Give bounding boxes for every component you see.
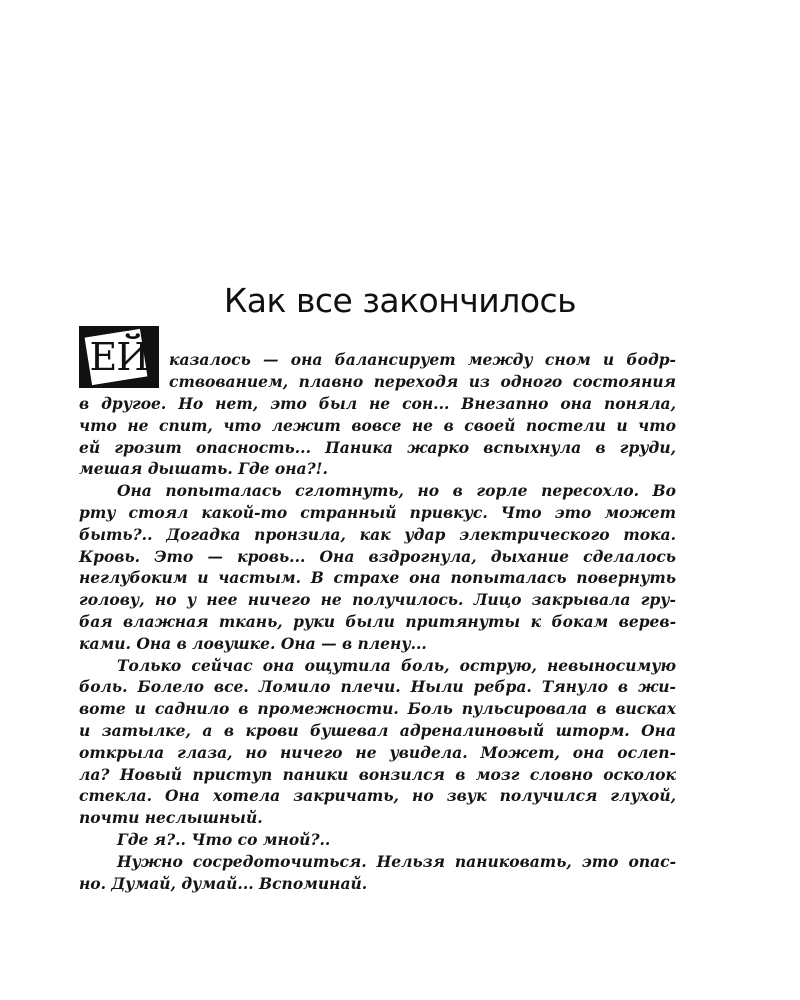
text-line: но. Думай, думай... Вспоминай. [79,873,368,893]
chapter-title: Как все закончилось [223,281,577,320]
text-line: Нужно сосредоточиться. Нельзя паниковать, это опас- [117,851,676,871]
drop-cap-ornament [79,326,159,388]
text-line: Кровь. Это — кровь... Она вздрогнула, дыхание сделалось [79,546,676,566]
body-text [79,393,676,894]
text-line: казалось — она балансирует между сном и бодр- [169,350,676,369]
text-line: рту стоял какой-то странный привкус. Что это может [79,502,676,522]
text-line: что не спит, что лежит вовсе не в своей постели и что [79,415,676,435]
text-line: Она попыталась сглотнуть, но в горле пересохло. Во [117,481,676,501]
text-line: Только сейчас она ощутила боль, острую, невыносимую [117,655,676,675]
text-line: ла? Новый приступ паники вонзился в мозг словно осколок [79,764,676,784]
text-line: неглубоким и частым. В страхе она попыталась повернуть [79,568,676,588]
text-line: воте и саднило в промежности. Боль пульсировала в висках [79,699,676,719]
text-line: ствованием, плавно переходя из одного состояния [169,371,676,391]
text-line: Где я?.. Что со мной?.. [117,829,331,849]
text-line: в другое. Но нет, это был не сон... Внезапно она поняла, [79,394,676,413]
text-line: боль. Болело все. Ломило плечи. Ныли ребра. Тянуло в жи- [79,677,676,697]
text-line: почти неслышный. [79,808,263,828]
text-line: и затылке, а в крови бушевал адреналиновый шторм. Она [79,720,676,740]
text-line: бая влажная ткань, руки были притянуты к бокам верев- [79,611,676,631]
text-line: голову, но у нее ничего не получилось. Лицо закрывала гру- [79,590,676,610]
text-line: быть?.. Догадка пронзила, как удар электрического тока. [79,524,676,544]
opening-lines [169,349,676,393]
text-line: открыла глаза, но ничего не увидела. Может, она ослеп- [79,742,676,762]
drop-cap-letters: ЕЙ [89,335,149,379]
text-line: стекла. Она хотела закричать, но звук получился глухой, [79,786,676,806]
text-line: мешая дышать. Где она?!. [79,459,328,479]
text-line: ками. Она в ловушке. Она — в плену... [79,633,427,653]
text-line: ей грозит опасность... Паника жарко вспыхнула в груди, [79,437,676,457]
